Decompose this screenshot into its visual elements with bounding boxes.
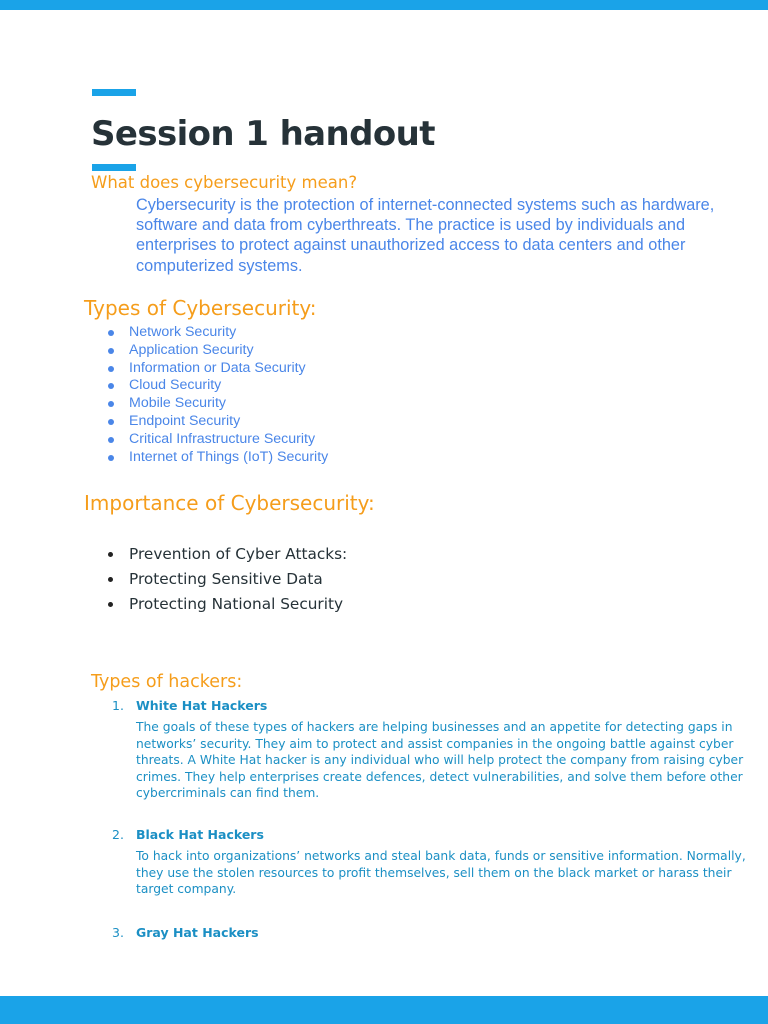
list-item: Cloud Security	[107, 377, 328, 395]
list-item: Protecting National Security	[107, 592, 347, 617]
list-item: Mobile Security	[107, 395, 328, 413]
hackers-heading: Types of hackers:	[91, 672, 243, 692]
list-item: Endpoint Security	[107, 413, 328, 431]
hacker-title: Gray Hat Hackers	[136, 925, 259, 940]
top-banner-bar	[0, 0, 768, 10]
hacker-description: To hack into organizations’ networks and steal bank data, funds or sensitive information. Normally, they use the stolen resources to profit themselves, sell them on the black market or harass their target company.	[136, 849, 746, 896]
hacker-white-hat	[112, 697, 752, 802]
title-accent-bottom	[92, 164, 136, 171]
hacker-title: Black Hat Hackers	[136, 827, 264, 842]
list-item: Network Security	[107, 324, 328, 342]
definition-text: Cybersecurity is the protection of internet-connected systems such as hardware, software and data from cyberthreats. The practice is used by individuals and enterprises to protect against unauthorized access to data centers and other computerized systems.	[136, 196, 715, 275]
hacker-number: 2.	[112, 827, 124, 842]
list-item: Prevention of Cyber Attacks:	[107, 542, 347, 567]
list-item: Internet of Things (IoT) Security	[107, 449, 328, 467]
types-heading: Types of Cybersecurity:	[84, 296, 317, 320]
list-item: Application Security	[107, 342, 328, 360]
importance-list	[107, 542, 347, 617]
hacker-gray-hat	[112, 924, 752, 942]
hacker-description: The goals of these types of hackers are helping businesses and an appetite for detecting gaps in networks’ security. They aim to protect and assist companies in the ongoing battle against cyber threats. A White Hat hacker is any individual who will help protect the company from raising cyber crimes. They help enterprises create defences, detect vulnerabilities, and solve them before other cybercriminals can find them.	[136, 720, 744, 800]
hacker-title: White Hat Hackers	[136, 698, 268, 713]
list-item: Protecting Sensitive Data	[107, 567, 347, 592]
hacker-number: 3.	[112, 925, 124, 940]
importance-heading: Importance of Cybersecurity:	[84, 491, 375, 515]
bottom-banner-bar	[0, 996, 768, 1024]
types-list	[107, 324, 328, 466]
list-item: Information or Data Security	[107, 360, 328, 378]
hacker-black-hat	[112, 826, 752, 898]
list-item: Critical Infrastructure Security	[107, 431, 328, 449]
title-accent-top	[92, 89, 136, 96]
page-title: Session 1 handout	[91, 114, 435, 154]
definition-heading: What does cybersecurity mean?	[91, 173, 358, 192]
hacker-number: 1.	[112, 698, 124, 713]
